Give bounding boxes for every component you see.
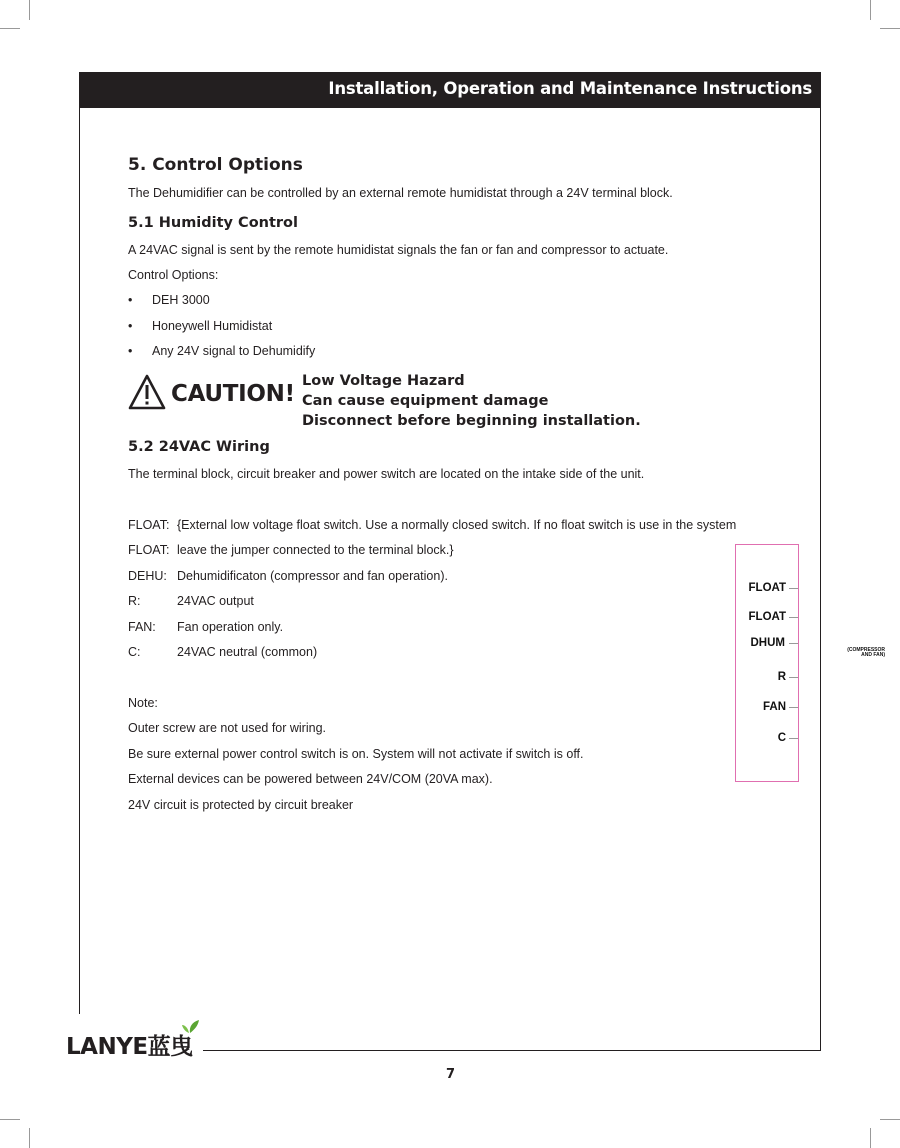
terminal-label-text: C: [777, 732, 786, 744]
wiring-desc: Dehumidificaton (compressor and fan operation).: [177, 569, 448, 583]
terminal-label-text: FLOAT: [748, 611, 786, 623]
note-label: Note:: [128, 696, 158, 710]
terminal-tick: [789, 643, 798, 644]
terminal-sublabel-line: (COMPRESSOR: [847, 647, 885, 653]
page-number: 7: [446, 1067, 456, 1082]
caution-lines: [302, 371, 641, 431]
crop-mark: [880, 1119, 900, 1120]
wiring-term: FLOAT:: [128, 518, 170, 532]
header-title: Installation, Operation and Maintenance Instructions: [328, 79, 812, 98]
bullet-glyph: •: [128, 344, 133, 358]
list-item-text: Honeywell Humidistat: [152, 319, 273, 333]
wiring-desc: {External low voltage float switch. Use a normally closed switch. If no float switch is use in the system: [177, 518, 737, 532]
terminal-tick: [789, 588, 798, 589]
terminal-label-text: R: [777, 671, 786, 683]
terminal-label-text: FAN: [763, 701, 786, 713]
crop-mark: [0, 28, 20, 29]
terminal-label-text: FLOAT: [748, 582, 786, 594]
list-item-text: Any 24V signal to Dehumidify: [152, 344, 316, 358]
wiring-desc: Fan operation only.: [177, 620, 284, 634]
humidity-text: A 24VAC signal is sent by the remote humidistat signals the fan or fan and compressor to actuate.: [128, 243, 669, 257]
section-title: 5. Control Options: [128, 155, 303, 175]
leaf-icon: [181, 1018, 201, 1034]
brand-logo: [66, 1018, 200, 1058]
terminal-tick: [789, 617, 798, 618]
caution-line: Low Voltage Hazard: [302, 373, 465, 389]
note-item: 24V circuit is protected by circuit breaker: [128, 798, 354, 812]
note-item: External devices can be powered between 24V/COM (20VA max).: [128, 772, 493, 786]
crop-mark: [870, 1128, 871, 1148]
wiring-term: R:: [128, 594, 141, 608]
terminal-tick: [789, 738, 798, 739]
wiring-term: FAN:: [128, 620, 156, 634]
terminal-label-text: DHUM: [750, 637, 785, 649]
warning-triangle-icon: [128, 374, 166, 410]
control-options-label: Control Options:: [128, 268, 219, 282]
wiring-term: FLOAT:: [128, 543, 170, 557]
terminal-sublabel: [847, 648, 885, 658]
terminal-label: [763, 701, 798, 713]
wiring-desc: leave the jumper connected to the terminal block.}: [177, 543, 454, 557]
crop-mark: [0, 1119, 20, 1120]
terminal-label: [749, 611, 798, 623]
terminal-label: [778, 671, 798, 683]
list-item-text: DEH 3000: [152, 293, 210, 307]
terminal-block-diagram: [735, 544, 799, 782]
wiring-term: C:: [128, 645, 141, 659]
wiring-term: DEHU:: [128, 569, 167, 583]
terminal-sublabel-line: AND FAN): [861, 652, 885, 658]
terminal-tick: [789, 707, 798, 708]
crop-mark: [29, 1128, 30, 1148]
terminal-tick: [789, 677, 798, 678]
caution-line: Can cause equipment damage: [302, 393, 549, 409]
header-bar: [79, 72, 821, 108]
bullet-glyph: •: [128, 293, 133, 307]
section-intro: The Dehumidifier can be controlled by an external remote humidistat through a 24V terminal block.: [128, 186, 673, 200]
bullet-glyph: •: [128, 319, 133, 333]
terminal-label: [778, 732, 798, 744]
wiring-desc: 24VAC neutral (common): [177, 645, 318, 659]
crop-mark: [880, 28, 900, 29]
crop-mark: [29, 0, 30, 20]
note-item: Outer screw are not used for wiring.: [128, 721, 326, 735]
note-item: Be sure external power control switch is on. System will not activate if switch is off.: [128, 747, 584, 761]
caution-line: Disconnect before beginning installation.: [302, 413, 641, 429]
wiring-desc: 24VAC output: [177, 594, 254, 608]
humidity-title: 5.1 Humidity Control: [128, 215, 298, 231]
logo-text: LANYE蓝曳: [66, 1034, 193, 1060]
terminal-label: [751, 637, 799, 649]
wiring-text: The terminal block, circuit breaker and power switch are located on the intake side of the unit.: [128, 467, 645, 481]
caution-label: CAUTION!: [171, 381, 295, 407]
crop-mark: [870, 0, 871, 20]
wiring-title: 5.2 24VAC Wiring: [128, 439, 270, 455]
terminal-label: [749, 582, 798, 594]
caution-block: [128, 372, 641, 429]
